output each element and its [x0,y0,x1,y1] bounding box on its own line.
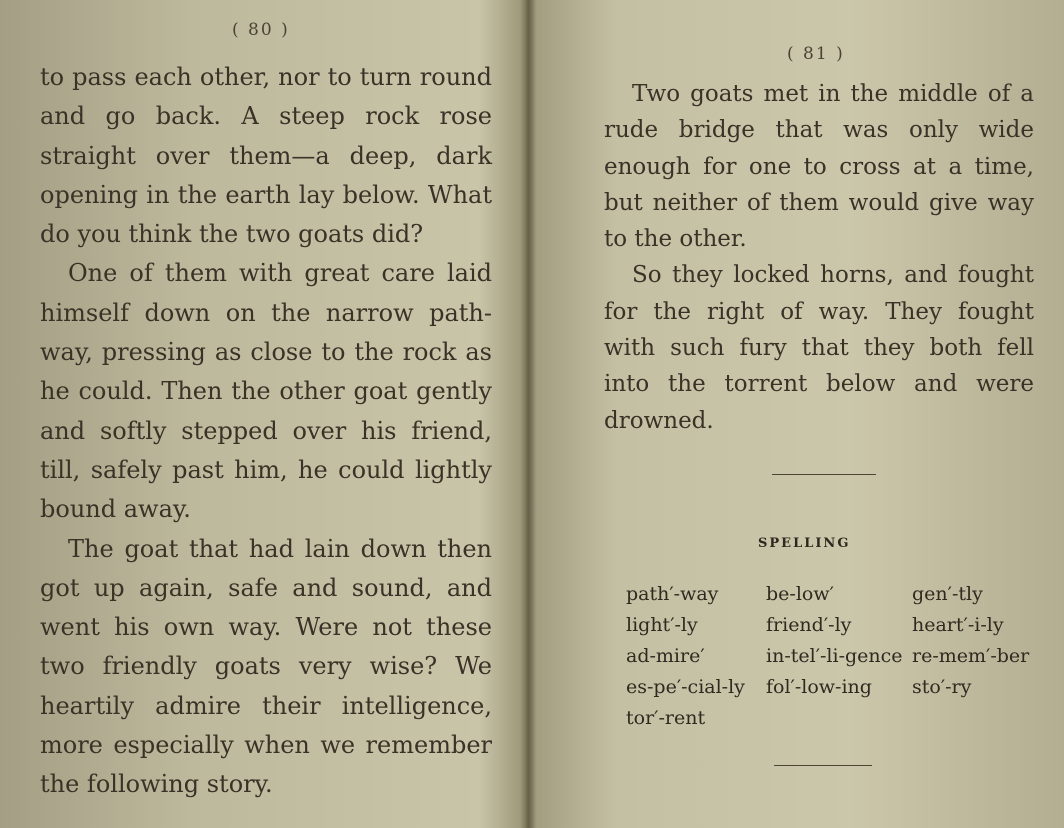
page-body [40,58,492,805]
page-body [604,76,1034,439]
spelling-word: gen′-tly [912,583,983,605]
right-page [528,0,1064,828]
spelling-word: re-mem′-ber [912,645,1030,667]
spelling-word: sto′-ry [912,676,972,698]
spelling-word: in-tel′-li-gence [766,645,903,667]
spelling-word-list [626,582,1052,731]
spelling-heading: SPELLING [758,536,851,551]
divider-rule [774,765,872,766]
divider-rule [772,474,876,475]
paragraph: The goat that had lain down then got up again, safe and sound, and went his own way. Were not these two friendly goats very wise? We heartily admire their intelligence, more especially when we remember the following story. [40,534,492,799]
paragraph: So they locked horns, and fought for the right of way. They fought with such fury that they both fell into the torrent below and were drowned. [604,262,1034,434]
left-page [0,0,524,828]
paragraph: Two goats met in the middle of a rude bridge that was only wide enough for one to cross at a time, but neither of them would give way to the other. [604,81,1034,253]
page-number: ( 81 ) [787,44,845,64]
spelling-word: be-low′ [766,583,834,605]
spelling-word: path′-way [626,583,719,605]
spelling-word: tor′-rent [626,707,706,729]
spelling-word: heart′-i-ly [912,614,1004,636]
paragraph: to pass each other, nor to turn round and go back. A steep rock rose straight over them—a deep, dark opening in the earth lay below. What do you think the two goats did? [40,63,492,249]
spelling-word: ad-mire′ [626,645,705,667]
spelling-word: friend′-ly [766,614,852,636]
spelling-word: es-pe′-cial-ly [626,676,745,698]
page-number: ( 80 ) [232,20,290,40]
spelling-word: light′-ly [626,614,698,636]
paragraph: One of them with great care laid himself down on the narrow path-way, pressing as close to the rock as he could. Then the other goat gently and softly stepped over his friend, till, safely past him, he could lightly bound away. [40,259,492,524]
spelling-word: fol′-low-ing [766,676,872,698]
